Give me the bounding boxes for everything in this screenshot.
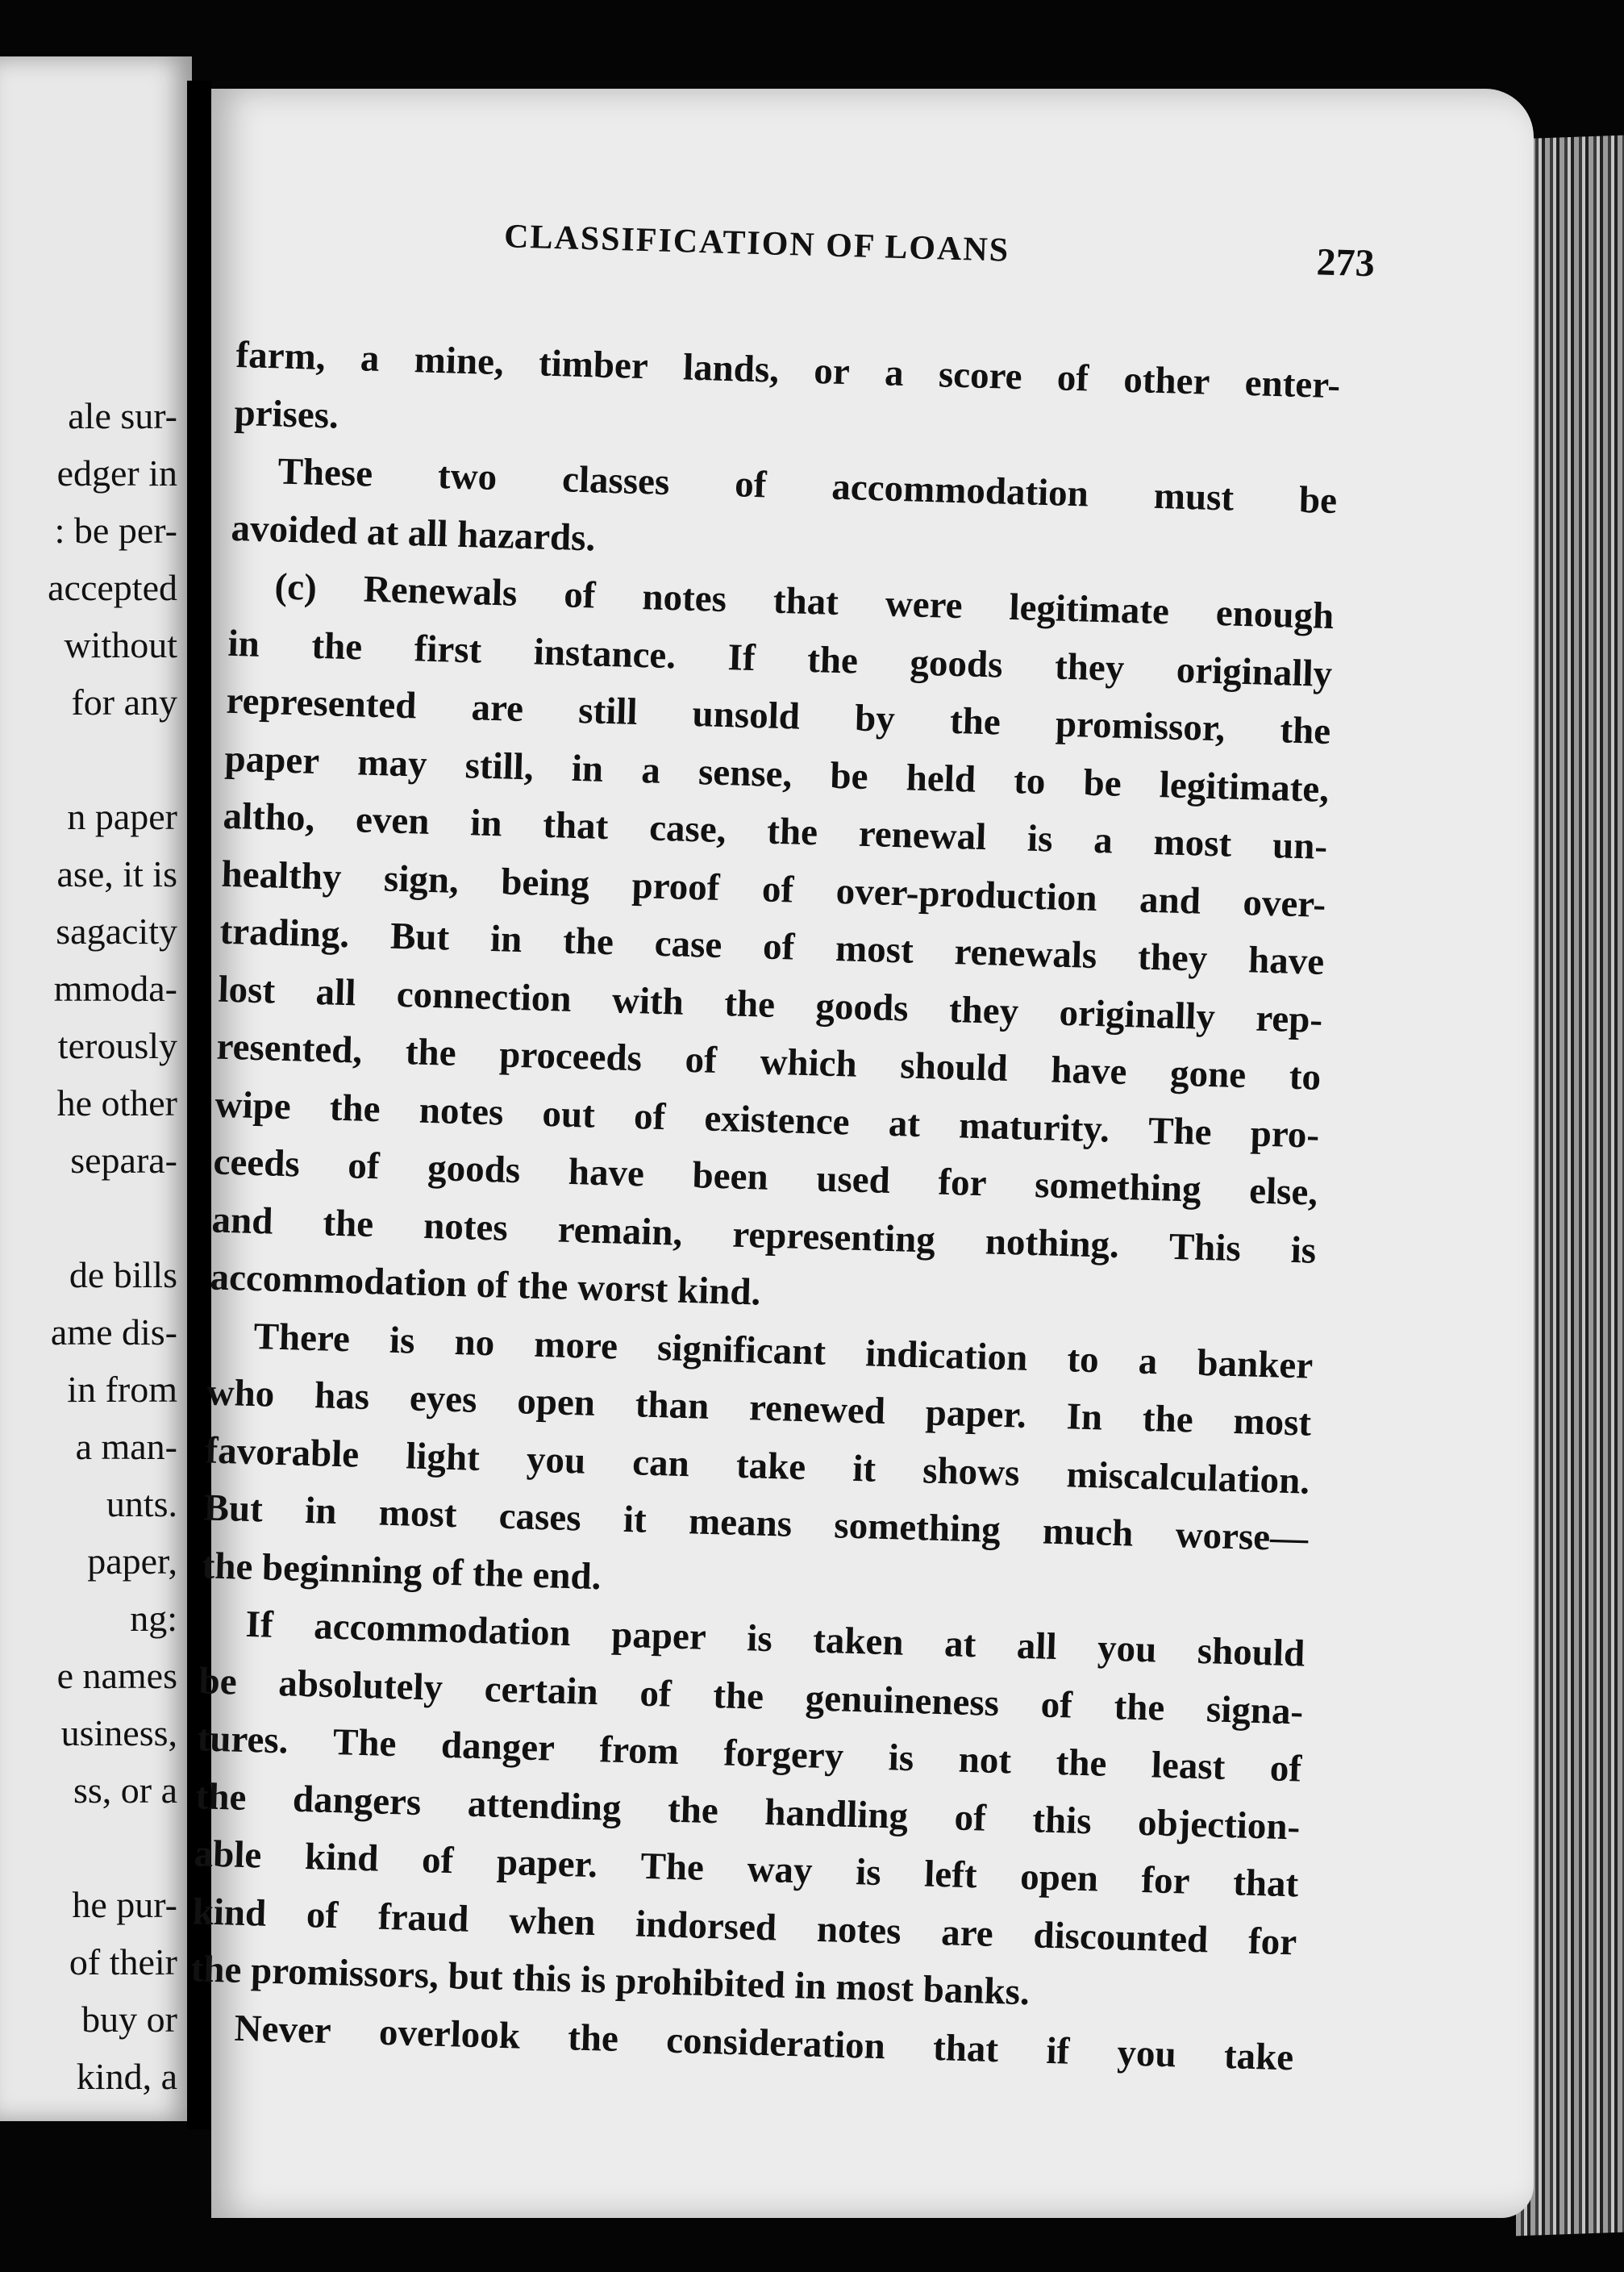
word: of — [563, 573, 597, 617]
word: representing — [731, 1213, 936, 1261]
word: of — [684, 1038, 718, 1082]
word: of — [633, 1094, 667, 1138]
word: fraud — [377, 1895, 470, 1941]
left-page-line — [0, 1819, 177, 1876]
word: farm, — [235, 333, 327, 379]
word: has — [314, 1374, 370, 1419]
left-page-line: edger in — [56, 452, 177, 494]
word: all — [1016, 1624, 1058, 1668]
word: you — [1097, 1627, 1158, 1671]
page-number: 273 — [1315, 240, 1376, 286]
word: a — [1138, 1340, 1159, 1382]
left-page-line: sagacity — [56, 911, 177, 952]
word: The — [639, 1845, 705, 1889]
word: of — [1269, 1747, 1302, 1791]
word: forgery — [722, 1732, 844, 1778]
word: kind. — [677, 1269, 761, 1314]
word: end. — [531, 1553, 602, 1598]
word: take — [735, 1444, 806, 1488]
left-page-line: he other — [56, 1082, 177, 1123]
word: still, — [464, 744, 535, 788]
word: who — [206, 1371, 276, 1415]
word: you — [1116, 2031, 1177, 2075]
word: goods — [427, 1146, 521, 1192]
word: shows — [922, 1449, 1021, 1495]
word: when — [508, 1899, 597, 1944]
word: they — [1054, 644, 1125, 690]
left-page-line: in from — [67, 1369, 177, 1410]
word: not — [958, 1738, 1012, 1782]
word: overlook — [378, 2011, 521, 2057]
word: The — [332, 1720, 398, 1765]
word: most — [1232, 1400, 1312, 1444]
word: eyes — [409, 1377, 478, 1421]
word: discounted — [1032, 1913, 1209, 1961]
word: certain — [484, 1667, 599, 1713]
word: rep- — [1255, 997, 1323, 1041]
left-page-line — [0, 1189, 177, 1246]
left-page-line: ss, or a — [73, 1770, 177, 1811]
left-page-line: mmoda- — [53, 968, 177, 1009]
word: of — [639, 1672, 673, 1715]
word: score — [938, 353, 1023, 398]
left-page-line — [0, 731, 177, 788]
word: is — [580, 1958, 616, 2002]
body-text — [189, 327, 1341, 2086]
word: handling — [764, 1791, 909, 1837]
word: of — [761, 867, 794, 911]
word: the — [201, 1544, 263, 1588]
word: have — [568, 1150, 645, 1195]
word: for — [1140, 1859, 1191, 1903]
word: more — [533, 1323, 618, 1368]
right-page — [190, 89, 1534, 2218]
word: but — [447, 1955, 514, 1999]
word: have — [1050, 1048, 1128, 1094]
word: lost — [217, 968, 276, 1012]
word: instance. — [533, 630, 677, 677]
word: accommodation — [831, 465, 1089, 515]
word: no — [453, 1320, 496, 1364]
word: Never — [234, 2007, 332, 2052]
word: in — [571, 747, 604, 790]
word: other — [1122, 358, 1211, 403]
word: avoided — [230, 507, 368, 553]
word: banker — [1196, 1341, 1314, 1387]
left-page-line: de bills — [69, 1254, 177, 1295]
word: altho, — [222, 794, 315, 840]
word: case, — [648, 807, 727, 852]
word: nothing. — [985, 1219, 1120, 1266]
left-page-line: e names — [56, 1655, 177, 1696]
word: have — [1247, 939, 1325, 983]
word: be — [198, 1659, 238, 1703]
word: to — [1013, 759, 1047, 802]
word: at — [366, 511, 409, 554]
word: of — [1040, 1682, 1073, 1727]
word: the — [1142, 1397, 1194, 1441]
word: mine, — [414, 339, 505, 384]
word: the — [949, 699, 1001, 744]
word: are — [940, 1911, 994, 1955]
word: paper — [610, 1613, 707, 1658]
word: were — [885, 582, 964, 627]
word: of — [347, 1144, 381, 1188]
word: pro- — [1250, 1111, 1320, 1157]
word: The — [1147, 1109, 1213, 1153]
word: most — [835, 928, 914, 972]
word: something — [1034, 1164, 1202, 1211]
word: at — [888, 1102, 921, 1145]
word: resented, — [215, 1025, 363, 1072]
word: must — [1153, 474, 1235, 519]
word: the — [766, 810, 818, 854]
word: open — [516, 1380, 596, 1424]
left-page-line: terously — [57, 1025, 177, 1066]
left-page-line: ng: — [130, 1598, 177, 1639]
left-page-line: ase, it is — [56, 853, 177, 894]
word: paper — [223, 737, 320, 782]
left-page-line: separa- — [70, 1140, 177, 1181]
word: sign, — [383, 857, 460, 902]
word: they — [948, 988, 1019, 1032]
left-page-line: a man- — [75, 1426, 177, 1467]
word: of — [431, 1550, 473, 1595]
word: promissors, — [250, 1949, 449, 1998]
word: for — [1247, 1920, 1297, 1963]
left-page-line: for any — [71, 682, 177, 723]
word: it — [852, 1447, 877, 1490]
word: the — [723, 982, 776, 1026]
word: by — [854, 697, 896, 740]
word: genuineness — [805, 1676, 1000, 1724]
word: from — [598, 1728, 680, 1773]
word: of — [421, 1839, 455, 1882]
word: trading. — [219, 910, 350, 957]
word: can — [631, 1440, 690, 1485]
word: light — [405, 1434, 481, 1479]
word: than — [635, 1383, 710, 1428]
word: much — [1042, 1510, 1135, 1555]
word: of — [306, 1893, 339, 1936]
word: with — [611, 978, 685, 1023]
word: paper. — [925, 1391, 1027, 1436]
word: dangers — [292, 1778, 422, 1824]
word: been — [691, 1154, 769, 1199]
word: the — [310, 624, 363, 668]
word: In — [1065, 1395, 1103, 1439]
word: least — [1151, 1744, 1226, 1788]
word: a — [1093, 819, 1114, 862]
word: is — [389, 1319, 416, 1362]
left-page-line: unts. — [106, 1483, 177, 1524]
word: the — [667, 1788, 719, 1832]
word: the — [322, 1201, 374, 1245]
word: held — [906, 756, 976, 801]
word: hazards. — [456, 513, 596, 559]
word: to — [1066, 1337, 1100, 1381]
word: out — [541, 1092, 596, 1136]
word: is — [1026, 817, 1054, 861]
left-page-line: : be per- — [54, 510, 177, 551]
word: notes — [423, 1204, 509, 1249]
word: beginning — [261, 1545, 433, 1593]
word: most — [1152, 820, 1232, 865]
word: absolutely — [277, 1661, 443, 1709]
word: if — [1045, 2029, 1070, 2073]
word: attending — [467, 1782, 623, 1829]
word: be — [829, 754, 869, 798]
word: lands, — [682, 346, 780, 391]
word: renewed — [748, 1386, 886, 1432]
word: consideration — [665, 2019, 886, 2067]
word: proof — [631, 864, 721, 909]
word: the — [1279, 709, 1331, 753]
word: significant — [656, 1326, 827, 1374]
word: the — [806, 638, 859, 682]
word: the — [517, 1265, 578, 1309]
left-page-line: of their — [69, 1941, 177, 1982]
word: most — [378, 1491, 458, 1536]
word: a — [640, 748, 661, 792]
left-page-line: buy or — [81, 1999, 177, 2040]
word: paper. — [496, 1841, 598, 1886]
word: is — [855, 1851, 882, 1895]
word: There — [252, 1315, 351, 1360]
word: maturity. — [958, 1103, 1110, 1151]
word: in — [227, 622, 260, 665]
left-page-line: without — [64, 624, 177, 665]
word: timber — [538, 342, 649, 388]
word: unsold — [691, 692, 801, 738]
word: be — [1298, 478, 1338, 523]
word: still — [577, 689, 639, 734]
word: even — [355, 798, 431, 843]
word: in — [793, 1965, 837, 2008]
word: the — [1113, 1685, 1166, 1729]
word: used — [815, 1157, 891, 1202]
word: sense, — [697, 750, 793, 795]
word: being — [500, 860, 590, 905]
word: a — [360, 337, 381, 380]
left-page-line: he pur- — [72, 1884, 177, 1925]
word: indication — [864, 1332, 1029, 1379]
word: objection- — [1137, 1801, 1301, 1848]
word: taken — [812, 1619, 905, 1664]
word: the — [1055, 1741, 1108, 1785]
left-page-line: ame dis- — [50, 1311, 177, 1353]
word: you — [526, 1438, 586, 1482]
word: tures. — [197, 1717, 289, 1762]
word: legitimate, — [1159, 763, 1330, 811]
word: of — [734, 463, 768, 507]
left-page-line: usiness, — [60, 1712, 177, 1753]
left-page-line: paper, — [87, 1540, 177, 1582]
word: If — [244, 1603, 274, 1646]
word: in — [304, 1489, 338, 1532]
word: the — [190, 1948, 252, 1992]
word: existence — [703, 1097, 851, 1144]
word: favorable — [204, 1428, 360, 1476]
word: may — [356, 740, 428, 786]
word: legitimate — [1008, 586, 1170, 633]
word: But — [202, 1486, 264, 1531]
word: be — [1083, 761, 1122, 805]
word: of — [1056, 356, 1089, 400]
word: renewal — [858, 812, 987, 859]
word: enough — [1215, 592, 1335, 638]
word: take — [1223, 2034, 1294, 2078]
word: prohibited — [614, 1959, 796, 2007]
word: case — [654, 922, 722, 967]
word: banks. — [922, 1968, 1031, 2014]
word: most — [835, 1966, 924, 2011]
word: cases — [498, 1495, 582, 1540]
word: at — [943, 1623, 977, 1666]
left-page-line: kind, a — [76, 2056, 177, 2097]
word: a — [884, 352, 905, 395]
left-page-text — [0, 387, 177, 2105]
word: originally — [1058, 991, 1216, 1038]
word: goods — [814, 984, 910, 1030]
word: enter- — [1244, 361, 1341, 407]
word: of — [476, 1263, 518, 1307]
word: miscalculation. — [1065, 1453, 1310, 1503]
word: wipe — [214, 1083, 292, 1128]
word: notes — [418, 1089, 505, 1134]
word: gone — [1169, 1052, 1247, 1097]
word: that — [932, 2026, 999, 2070]
word: danger — [440, 1724, 556, 1770]
word: (c) — [273, 565, 318, 609]
word: the — [405, 1031, 457, 1074]
word: else, — [1248, 1169, 1318, 1214]
word: kind — [192, 1890, 267, 1935]
word: proceeds — [498, 1033, 643, 1080]
word: this — [1031, 1798, 1093, 1842]
word: healthy — [220, 853, 343, 898]
word: that — [542, 803, 610, 848]
word: the — [562, 919, 614, 964]
word: it — [623, 1498, 648, 1541]
word: promissor, — [1055, 702, 1226, 750]
word: is — [746, 1617, 773, 1661]
word: the — [712, 1674, 764, 1718]
page-header-title: CLASSIFICATION OF LOANS — [503, 218, 1010, 269]
word: notes — [641, 576, 727, 621]
word: that — [1232, 1861, 1299, 1906]
word: kind — [304, 1836, 380, 1880]
word: to — [1289, 1055, 1322, 1098]
word: indorsed — [635, 1903, 777, 1949]
word: they — [1137, 936, 1209, 980]
word: or — [813, 349, 851, 394]
word: this — [511, 1957, 581, 2001]
running-head — [237, 210, 1376, 290]
word: worst — [577, 1266, 678, 1311]
word: These — [277, 450, 373, 495]
left-page-line: n paper — [67, 796, 177, 837]
word: represented — [225, 679, 418, 727]
word: should — [1197, 1629, 1305, 1675]
word: means — [688, 1500, 793, 1545]
word: renewals — [953, 931, 1097, 978]
word: in — [489, 918, 523, 961]
word: ceeds — [212, 1140, 301, 1186]
word: are — [470, 686, 524, 731]
word: over- — [1242, 881, 1326, 926]
word: for — [937, 1161, 988, 1205]
word: signa- — [1206, 1687, 1304, 1733]
word: connection — [396, 973, 573, 1020]
word: two — [437, 455, 498, 499]
word: the — [329, 1086, 381, 1130]
word: that — [772, 579, 839, 623]
word: way — [746, 1848, 814, 1892]
word: Renewals — [363, 568, 518, 615]
word: This — [1168, 1225, 1242, 1269]
word: and — [1139, 878, 1201, 923]
word: goods — [909, 640, 1004, 686]
word: But — [389, 915, 450, 959]
word: something — [833, 1504, 1001, 1551]
word: able — [194, 1832, 262, 1877]
left-page-line: accepted — [48, 567, 177, 608]
left-page-line: ale sur- — [68, 395, 177, 436]
word: open — [1019, 1855, 1099, 1900]
word: all — [407, 511, 459, 556]
word: of — [953, 1796, 987, 1840]
word: should — [899, 1044, 1009, 1090]
word: first — [414, 627, 482, 672]
word: the — [195, 1774, 248, 1819]
word: which — [759, 1040, 858, 1086]
left-page — [0, 56, 192, 2121]
word: remain, — [557, 1208, 683, 1254]
word: worse— — [1175, 1514, 1309, 1560]
word: the — [567, 2016, 619, 2060]
word: all — [314, 970, 357, 1014]
word: over-production — [835, 869, 1098, 919]
word: notes — [816, 1907, 902, 1953]
word: in — [469, 802, 503, 845]
word: un- — [1272, 824, 1328, 868]
word: is — [1290, 1228, 1317, 1272]
word: accommodation — [313, 1605, 572, 1655]
word: is — [888, 1736, 914, 1780]
word: classes — [561, 458, 671, 504]
word: and — [210, 1199, 274, 1243]
word: prises. — [233, 391, 339, 437]
word: originally — [1176, 648, 1333, 695]
word: left — [923, 1853, 978, 1897]
word: accommodation — [209, 1256, 477, 1306]
word: If — [727, 636, 756, 679]
word: the — [472, 1552, 534, 1596]
word: of — [762, 925, 796, 969]
